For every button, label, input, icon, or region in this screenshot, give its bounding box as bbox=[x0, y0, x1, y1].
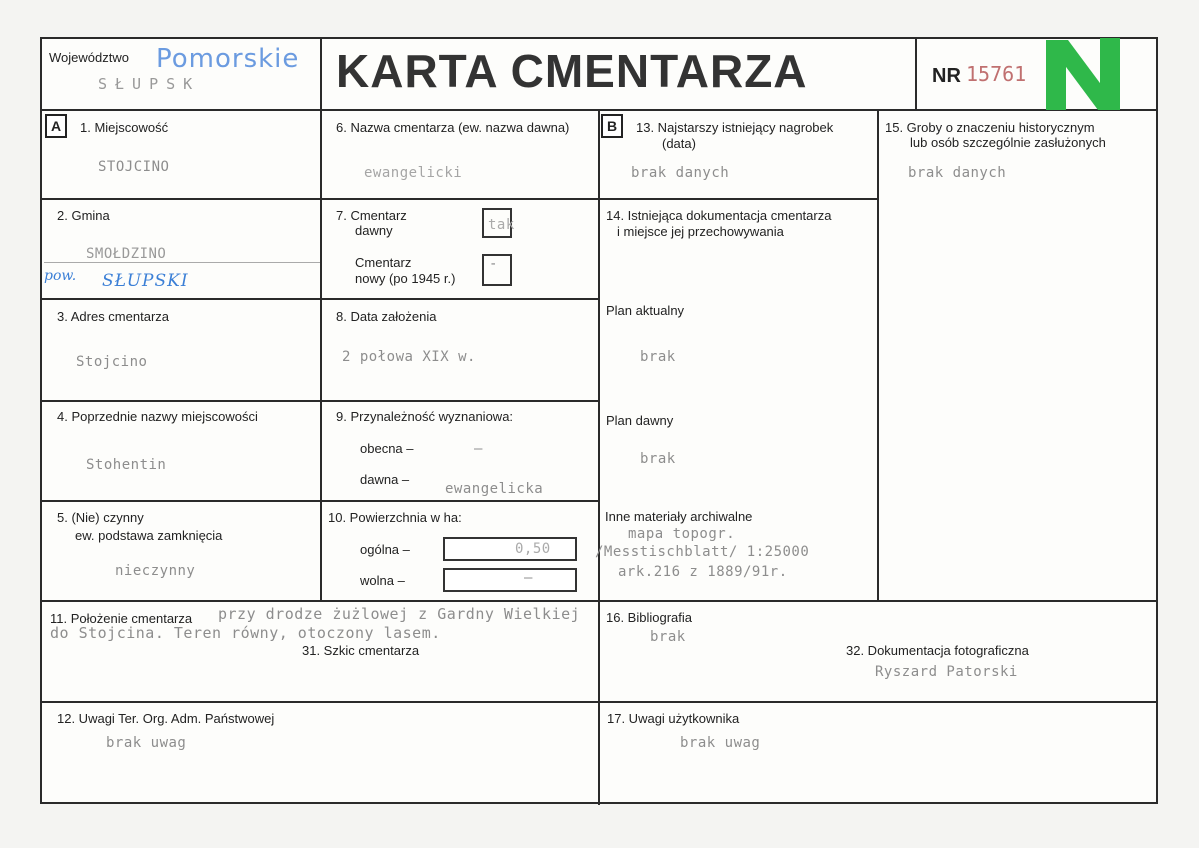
field-7-dawny-label: dawny bbox=[355, 223, 393, 238]
ogolna-field bbox=[443, 537, 577, 561]
divider bbox=[40, 298, 600, 300]
field-14-label: 14. Istniejąca dokumentacja cmentarza bbox=[606, 208, 832, 223]
field-16-value: brak bbox=[650, 629, 686, 645]
wojewodztwo-stamp: Pomorskie bbox=[156, 44, 300, 74]
dawny-value: tak bbox=[488, 217, 515, 233]
field-4-label: 4. Poprzednie nazwy miejscowości bbox=[57, 409, 258, 424]
field-5-sublabel: ew. podstawa zamknięcia bbox=[75, 528, 223, 543]
wolna-value: – bbox=[524, 570, 533, 586]
divider bbox=[320, 37, 322, 601]
field-16-label: 16. Bibliografia bbox=[606, 610, 692, 625]
field-14-sublabel: i miejsce jej przechowywania bbox=[617, 224, 784, 239]
page-title: KARTA CMENTARZA bbox=[336, 45, 808, 97]
plan-dawny-value: brak bbox=[640, 451, 676, 467]
section-b-marker: B bbox=[601, 114, 623, 138]
divider bbox=[40, 500, 600, 502]
field-12-value: brak uwag bbox=[106, 735, 187, 751]
wolna-label: wolna – bbox=[360, 573, 405, 588]
obecna-value: – bbox=[474, 441, 483, 457]
field-6-value: ewangelicki bbox=[364, 165, 463, 181]
field-8-label: 8. Data założenia bbox=[336, 309, 437, 324]
field-32-value: Ryszard Patorski bbox=[875, 664, 1018, 680]
nr-label: NR bbox=[932, 65, 961, 87]
nr-value: 15761 bbox=[966, 62, 1027, 86]
wojewodztwo-label: Województwo bbox=[49, 50, 129, 65]
ogolna-value: 0,50 bbox=[515, 541, 551, 557]
field-4-value: Stohentin bbox=[86, 457, 167, 473]
nowy-value: - bbox=[489, 256, 498, 272]
field-6-label: 6. Nazwa cmentarza (ew. nazwa dawna) bbox=[336, 120, 570, 135]
field-17-label: 17. Uwagi użytkownika bbox=[607, 711, 740, 726]
green-n-mark-icon bbox=[1042, 36, 1126, 116]
divider bbox=[598, 198, 878, 200]
dawna-value: ewangelicka bbox=[445, 481, 544, 497]
powiat-handwritten-value: SŁUPSKI bbox=[102, 271, 189, 291]
field-5-value: nieczynny bbox=[115, 563, 196, 579]
field-12-label: 12. Uwagi Ter. Org. Adm. Państwowej bbox=[57, 711, 275, 726]
field-8-value: 2 połowa XIX w. bbox=[342, 349, 476, 365]
plan-dawny-label: Plan dawny bbox=[606, 413, 674, 428]
field-17-value: brak uwag bbox=[680, 735, 761, 751]
divider bbox=[44, 262, 320, 263]
field-15-label: 15. Groby o znaczeniu historycznym bbox=[885, 120, 1095, 135]
divider bbox=[40, 198, 600, 200]
field-15-sublabel: lub osób szczególnie zasłużonych bbox=[910, 135, 1106, 150]
field-11-value-line-2: do Stojcina. Teren równy, otoczony lasem. bbox=[50, 624, 441, 642]
field-10-label: 10. Powierzchnia w ha: bbox=[328, 510, 462, 525]
ogolna-label: ogólna – bbox=[360, 542, 410, 557]
field-13-sublabel: (data) bbox=[662, 136, 696, 151]
field-31-label: 31. Szkic cmentarza bbox=[302, 643, 420, 658]
divider bbox=[40, 600, 1158, 602]
divider bbox=[877, 109, 879, 601]
divider bbox=[40, 701, 1158, 703]
obecna-label: obecna – bbox=[360, 441, 414, 456]
field-3-label: 3. Adres cmentarza bbox=[57, 309, 169, 324]
field-2-value: SMOŁDZINO bbox=[86, 246, 167, 262]
field-13-label: 13. Najstarszy istniejący nagrobek bbox=[636, 120, 834, 135]
inne-materialy-line-1: mapa topogr. bbox=[628, 526, 736, 542]
field-3-value: Stojcino bbox=[76, 354, 148, 370]
inne-materialy-line-2: /Messtischblatt/ 1:25000 bbox=[595, 544, 810, 560]
divider bbox=[40, 400, 600, 402]
field-5-label: 5. (Nie) czynny bbox=[57, 510, 144, 525]
field-11-label: 11. Położenie cmentarza bbox=[50, 611, 193, 626]
field-15-value: brak danych bbox=[908, 165, 1007, 181]
inne-materialy-label: Inne materiały archiwalne bbox=[605, 509, 753, 524]
field-7-nowy-label: Cmentarz bbox=[355, 255, 412, 270]
field-11-value-line-1: przy drodze żużlowej z Gardny Wielkiej bbox=[218, 605, 581, 623]
dawna-label: dawna – bbox=[360, 472, 410, 487]
plan-aktualny-value: brak bbox=[640, 349, 676, 365]
field-2-label: 2. Gmina bbox=[57, 208, 110, 223]
field-32-label: 32. Dokumentacja fotograficzna bbox=[846, 643, 1029, 658]
plan-aktualny-label: Plan aktualny bbox=[606, 303, 685, 318]
wolna-field bbox=[443, 568, 577, 592]
field-1-value: STOJCINO bbox=[98, 159, 170, 175]
field-7-nowy-sublabel: nowy (po 1945 r.) bbox=[355, 271, 456, 286]
divider bbox=[915, 37, 917, 110]
section-a-marker: A bbox=[45, 114, 67, 138]
field-13-value: brak danych bbox=[631, 165, 730, 181]
powiat-stamp: SŁUPSK bbox=[98, 75, 201, 93]
field-1-label: 1. Miejscowość bbox=[80, 120, 169, 135]
field-7-label: 7. Cmentarz bbox=[336, 208, 407, 223]
field-9-label: 9. Przynależność wyznaniowa: bbox=[336, 409, 514, 424]
powiat-handwritten-label: pow. bbox=[44, 268, 77, 284]
inne-materialy-line-3: ark.216 z 1889/91r. bbox=[618, 564, 788, 580]
